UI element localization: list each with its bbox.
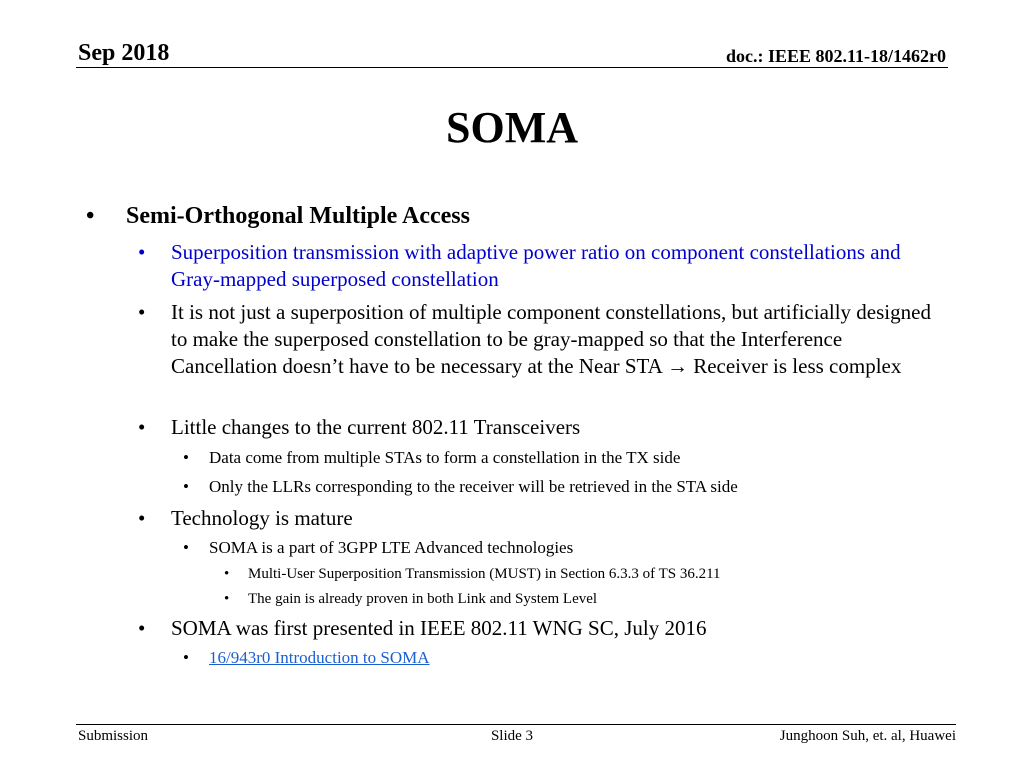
bullet-level2 [138, 505, 941, 532]
bullet-level3 [183, 476, 929, 498]
header-date: Sep 2018 [78, 40, 170, 66]
footer-authors: Junghoon Suh, et. al, Huawei [779, 728, 956, 744]
bullet-icon: • [138, 415, 146, 439]
header-divider [76, 67, 948, 68]
bullet-icon: • [86, 203, 95, 229]
bullet-icon: • [138, 240, 146, 264]
bullet-icon: • [224, 591, 230, 607]
bullet-level4 [224, 589, 928, 609]
bullet-text: The gain is already proven in both Link and System Level [248, 591, 598, 607]
bullet-level3 [183, 447, 929, 469]
bullet-icon: • [183, 538, 189, 557]
bullet-level3 [183, 647, 929, 669]
bullet-text: Superposition transmission with adaptive power ratio on component constellations and Gray-mapped superposed constellation [171, 240, 901, 291]
bullet-text-tail: Receiver is less complex [693, 354, 902, 378]
slide-title: SOMA [446, 103, 578, 152]
bullet-level3 [183, 537, 929, 559]
bullet-level1 [86, 203, 946, 230]
bullet-icon: • [138, 616, 146, 640]
soma-intro-link[interactable]: 16/943r0 Introduction to SOMA [209, 648, 430, 667]
bullet-text: SOMA is a part of 3GPP LTE Advanced technologies [209, 538, 574, 557]
bullet-icon: • [183, 448, 189, 467]
bullet-text: SOMA was first presented in IEEE 802.11 WNG SC, July 2016 [171, 616, 707, 640]
bullet-icon: • [183, 648, 189, 667]
bullet-text: Data come from multiple STAs to form a constellation in the TX side [209, 448, 681, 467]
arrow-icon: → [666, 354, 688, 378]
bullet-text: Technology is mature [171, 506, 353, 530]
bullet-text: Little changes to the current 802.11 Transceivers [171, 415, 581, 439]
bullet-level2 [138, 615, 941, 642]
bullet-icon: • [183, 477, 189, 496]
footer-slide-number: Slide 3 [490, 728, 534, 744]
bullet-text: Multi-User Superposition Transmission (MUST) in Section 6.3.3 of TS 36.211 [248, 566, 721, 582]
bullet-icon: • [224, 566, 230, 582]
bullet-icon: • [138, 300, 146, 324]
bullet-text: Semi-Orthogonal Multiple Access [126, 203, 470, 229]
bullet-level2 [138, 414, 941, 441]
bullet-level4 [224, 564, 928, 584]
bullet-text: It is not just a superposition of multiple component constellations, but artificially designed to make the superposed constellation to be gray-mapped so that the Interference Cancellation doesn’t have to be necessary at the Near STA [171, 300, 931, 378]
bullet-icon: • [138, 506, 146, 530]
footer-submission: Submission [78, 728, 149, 744]
bullet-level2 [138, 299, 941, 380]
header-doc-id: doc.: IEEE 802.11-18/1462r0 [725, 46, 946, 66]
bullet-level2 [138, 239, 941, 293]
footer-divider [76, 724, 956, 725]
bullet-text: Only the LLRs corresponding to the receiver will be retrieved in the STA side [209, 477, 738, 496]
